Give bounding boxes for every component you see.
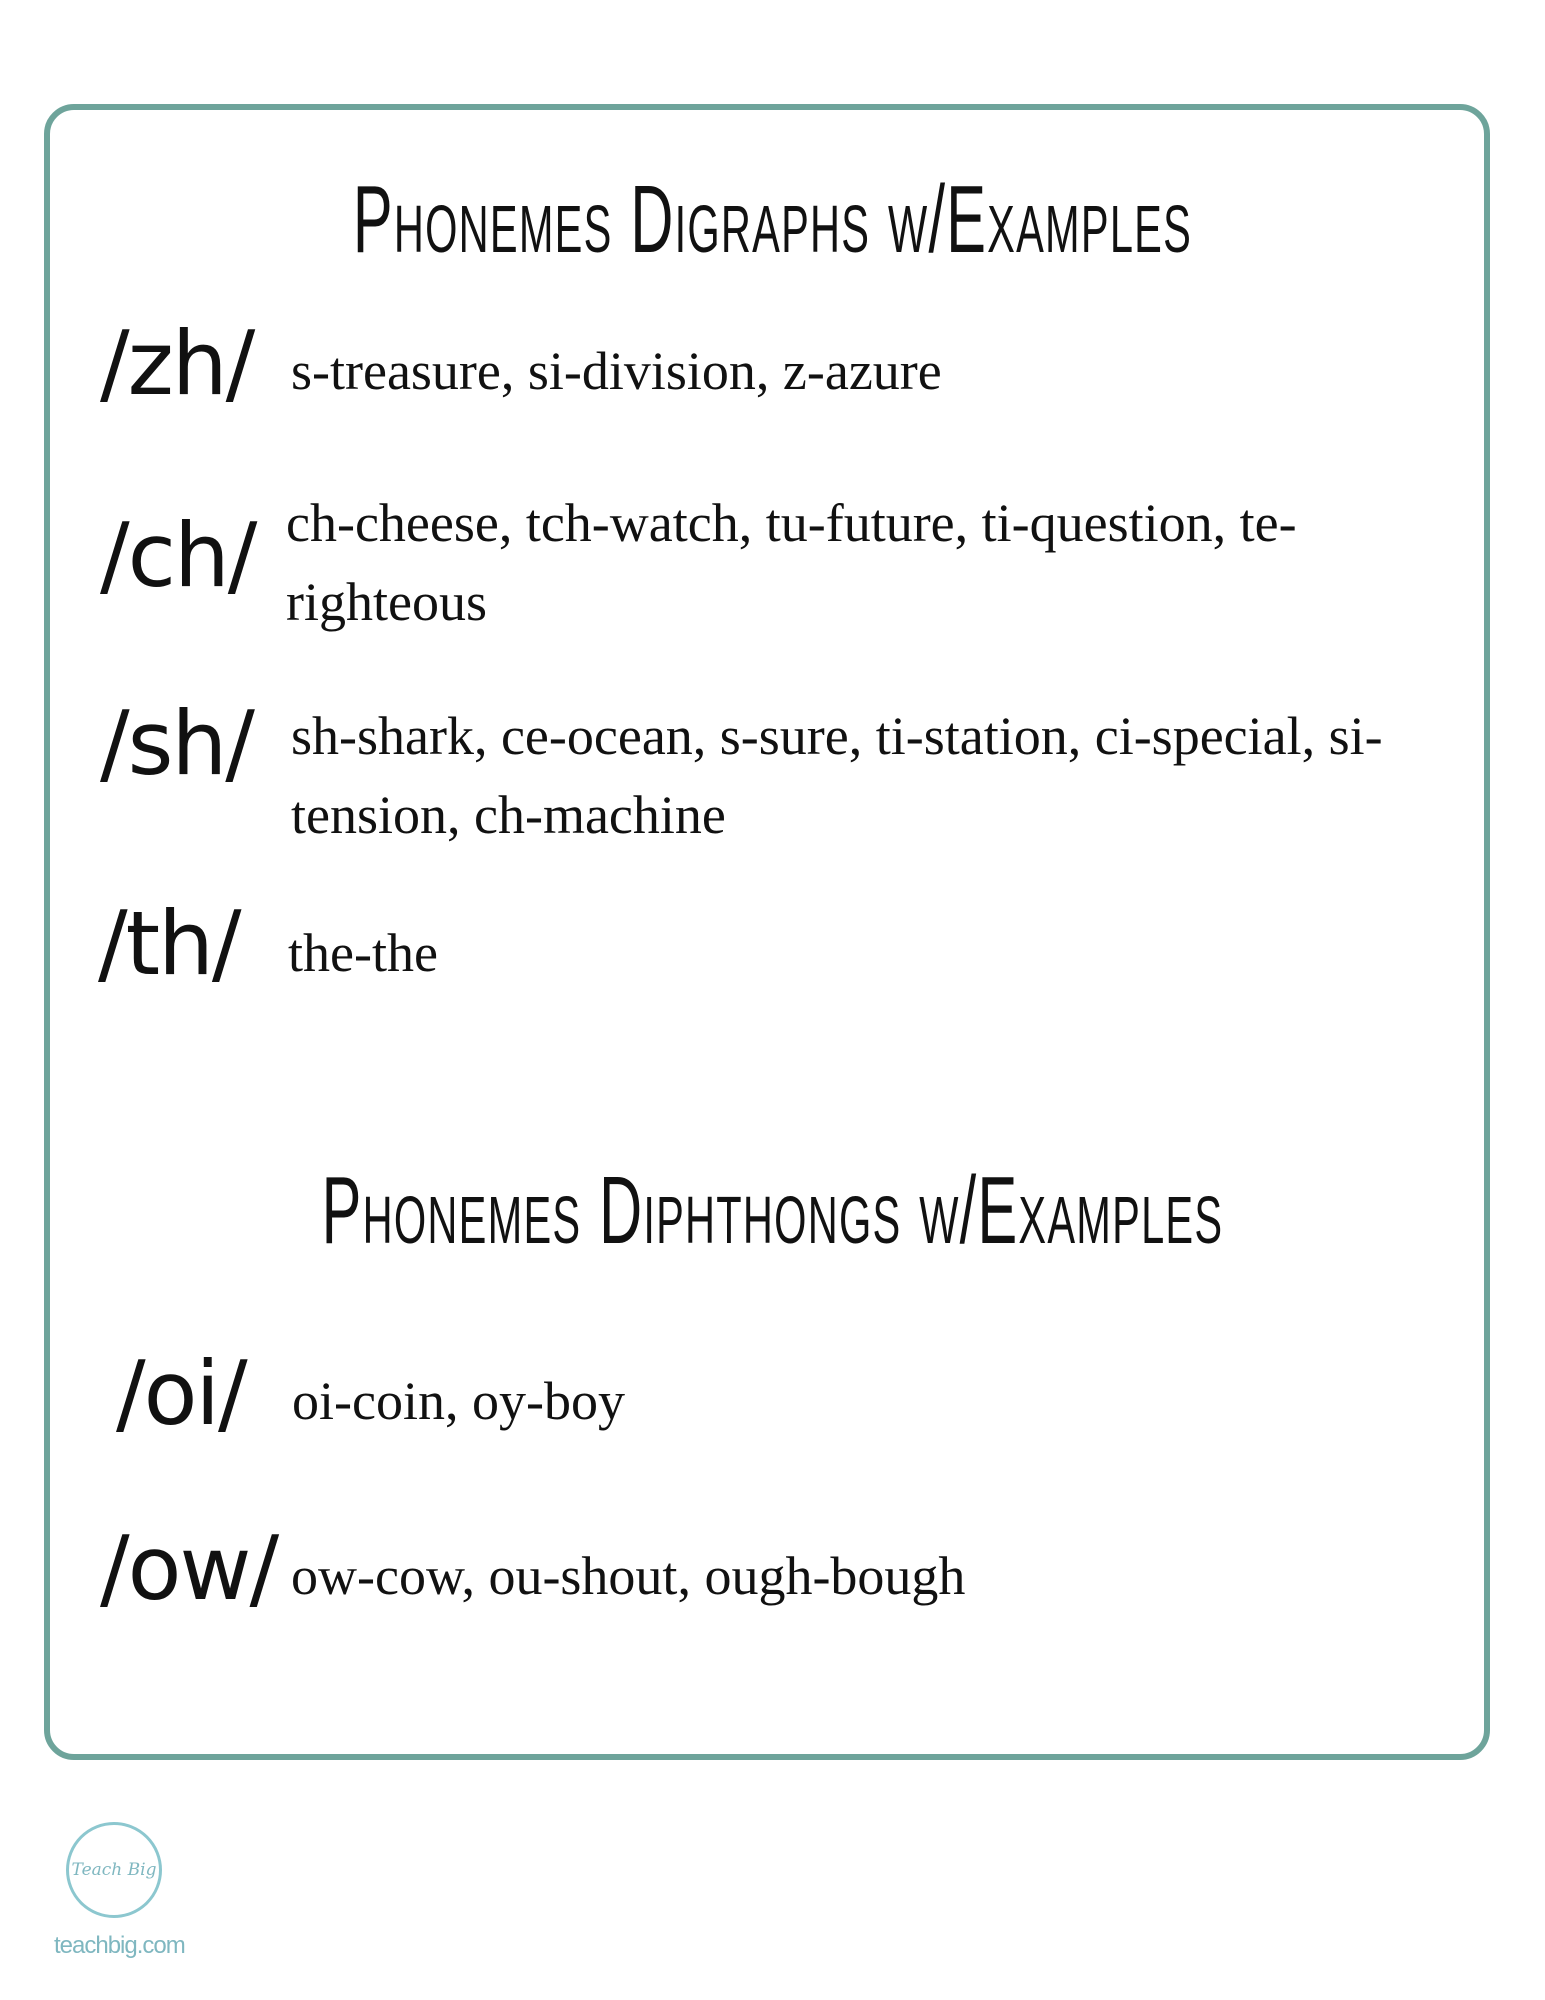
phoneme-examples: ow-cow, ou-shout, ough-bough bbox=[291, 1546, 966, 1606]
phoneme-examples: oi-coin, oy-boy bbox=[292, 1371, 625, 1431]
footer-site-url: teachbig.com bbox=[54, 1932, 185, 1959]
phoneme-label: /zh/ bbox=[100, 312, 254, 415]
phoneme-examples: s-treasure, si-division, z-azure bbox=[291, 341, 942, 401]
phoneme-examples: the-the bbox=[288, 923, 438, 983]
phoneme-label: /th/ bbox=[98, 892, 240, 995]
digraphs-title: Phonemes Digraphs w/Examples bbox=[352, 166, 1193, 273]
phoneme-label: /oi/ bbox=[116, 1342, 246, 1445]
phoneme-examples: ch-cheese, tch-watch, tu-future, ti-question, te-righteous bbox=[286, 493, 1297, 632]
diphthongs-title: Phonemes Diphthongs w/Examples bbox=[321, 1157, 1224, 1264]
phoneme-label: /sh/ bbox=[100, 692, 253, 795]
phoneme-label: /ow/ bbox=[100, 1517, 278, 1620]
phoneme-label: /ch/ bbox=[100, 504, 256, 607]
logo-text: Teach Big bbox=[71, 1860, 157, 1880]
phoneme-examples: sh-shark, ce-ocean, s-sure, ti-station, ci-special, si-tension, ch-machine bbox=[291, 706, 1383, 845]
teach-big-logo bbox=[66, 1822, 162, 1918]
